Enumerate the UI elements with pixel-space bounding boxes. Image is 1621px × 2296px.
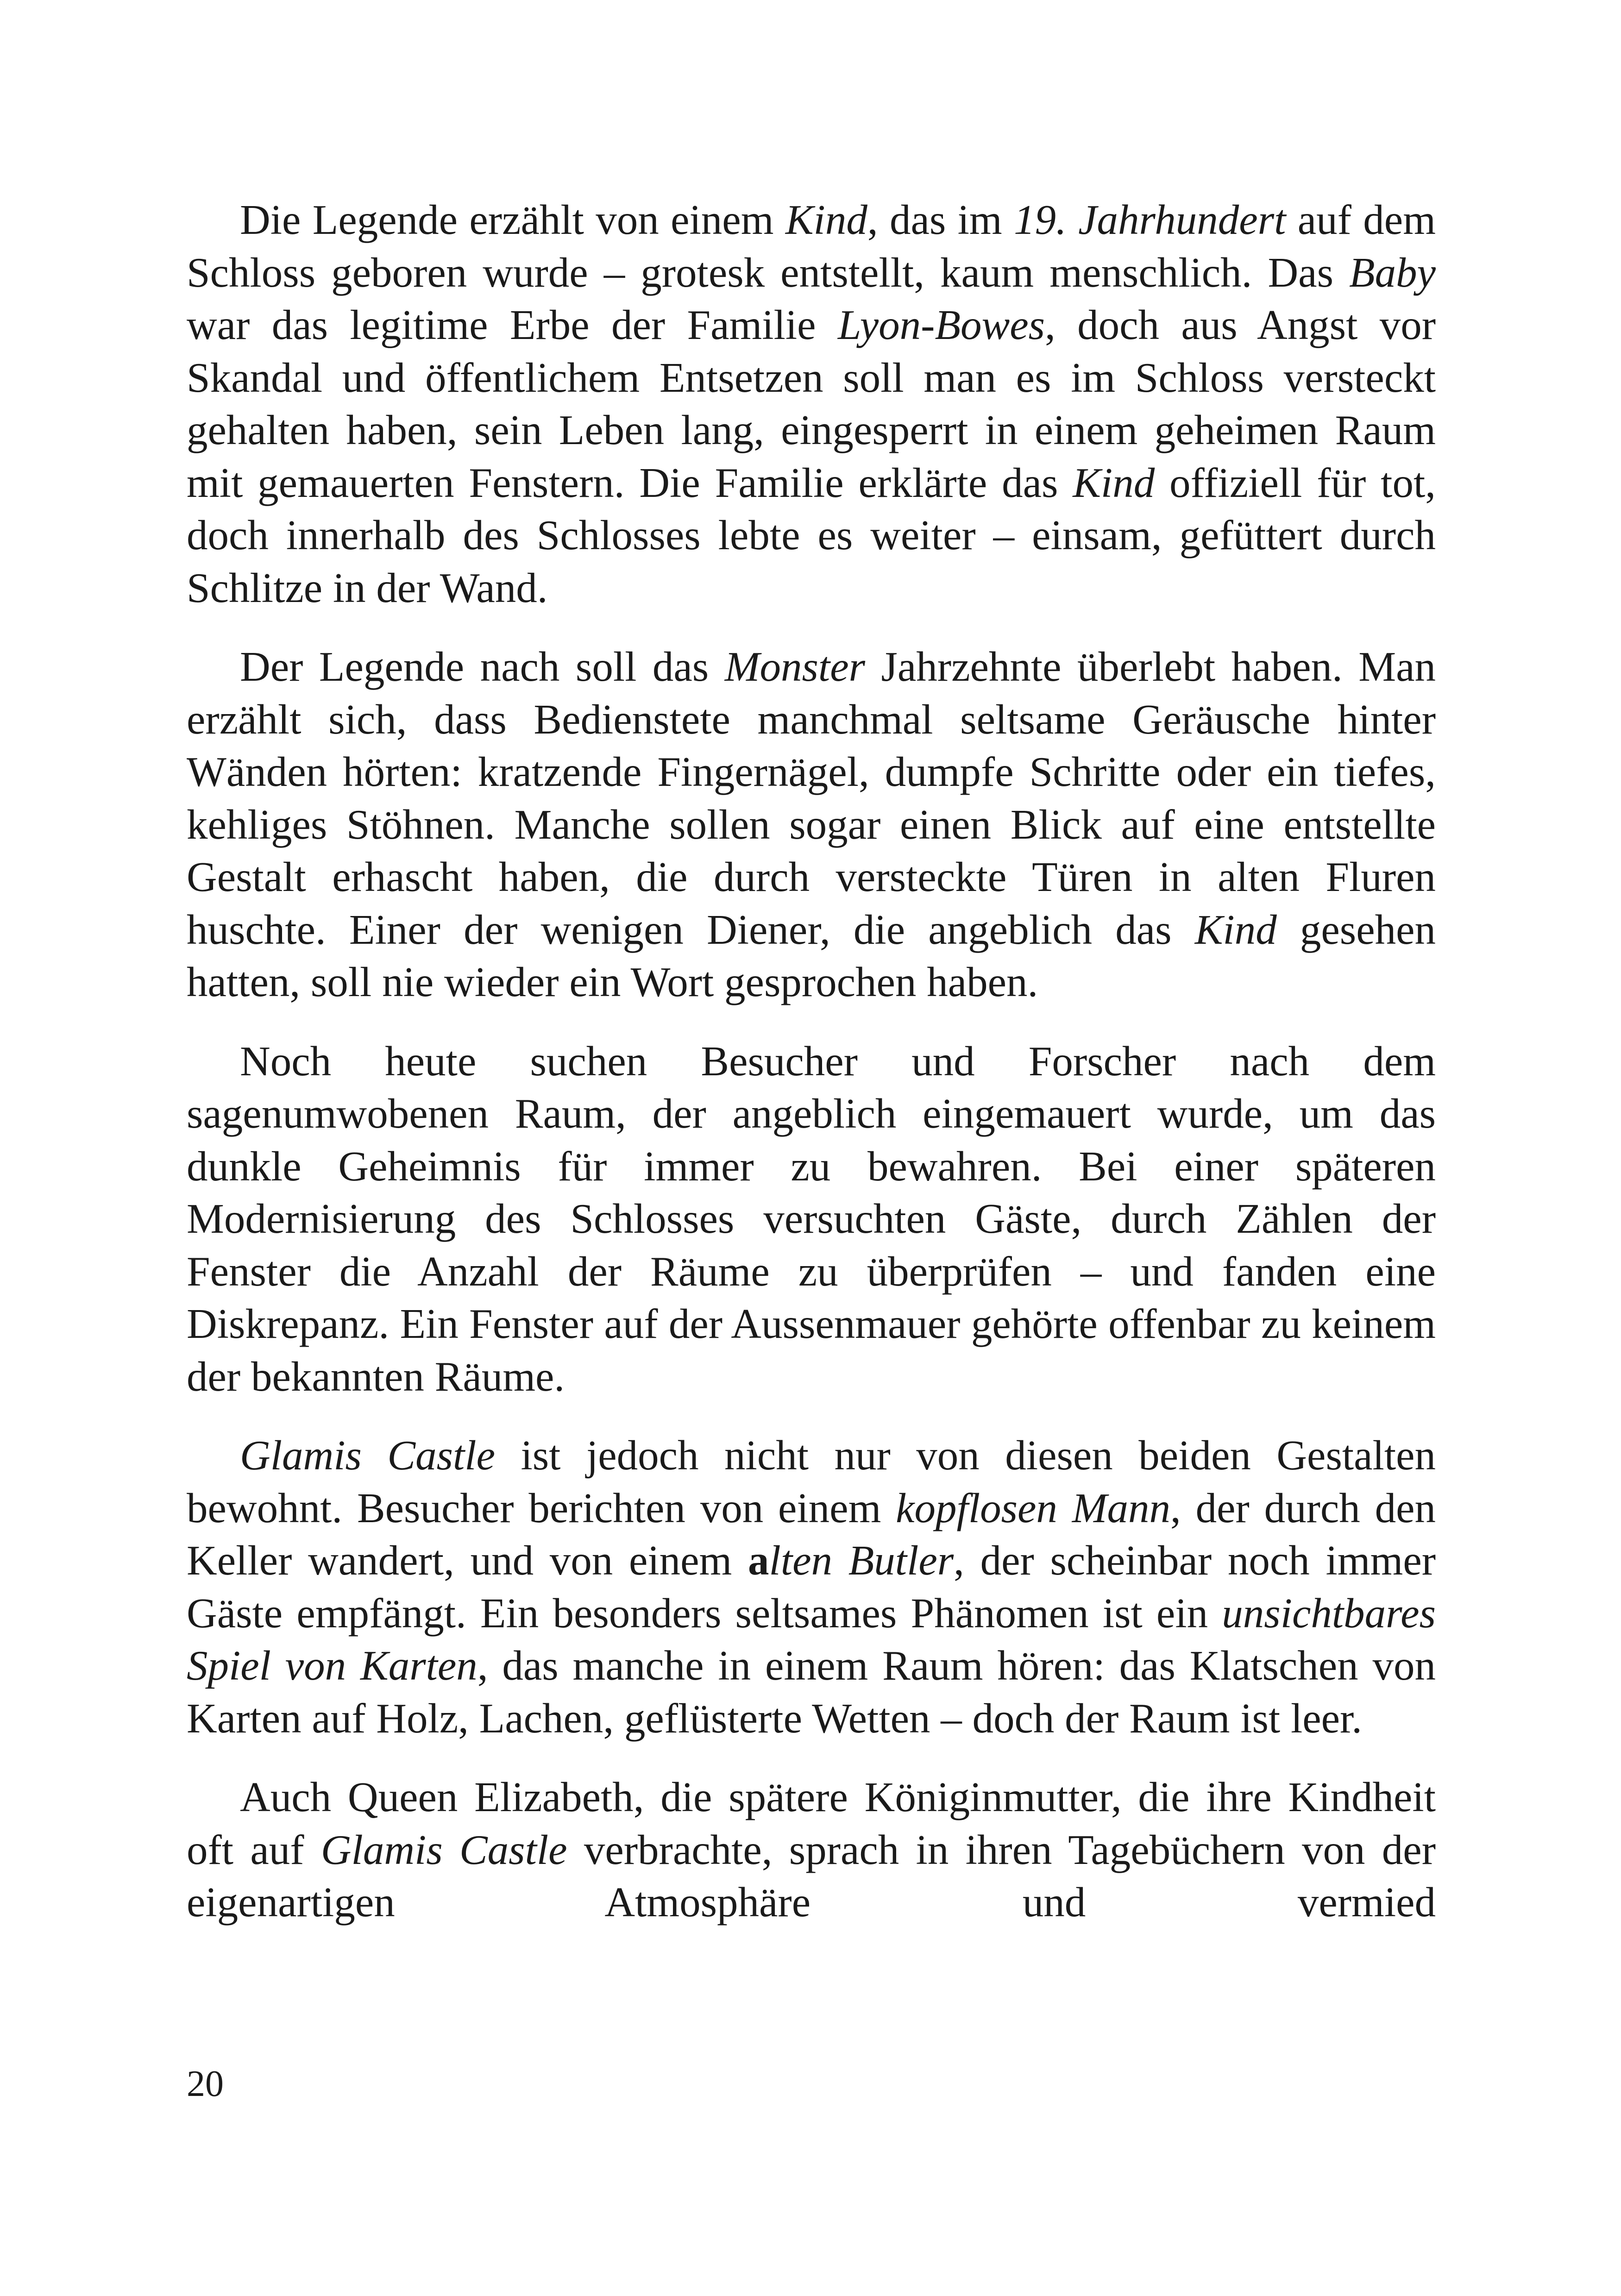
text-run: , das manche in einem Raum hören: das Klatschen von Karten auf Holz, Lachen, geflüsterte Wetten – doch der Raum ist leer.	[187, 1642, 1436, 1742]
text-run: offiziell für tot, doch innerhalb des Schlosses lebte es weiter – einsam, gefüttert durch Schlitze in der Wand.	[187, 459, 1436, 611]
paragraph	[187, 1429, 1436, 1744]
italic-phrase: Glamis Castle	[240, 1432, 495, 1479]
italic-phrase: Glamis Castle	[320, 1826, 567, 1873]
paragraph	[187, 1035, 1436, 1403]
text-run: , der durch den Keller wandert, und von einem	[187, 1484, 1436, 1584]
paragraph	[187, 194, 1436, 614]
text-run: ist jedoch nicht nur von diesen beiden Gestalten bewohnt. Besucher berichten von einem	[187, 1432, 1436, 1531]
italic-phrase: Monster	[724, 643, 865, 690]
text-run: war das legitime Erbe der Familie	[187, 301, 838, 348]
paragraph	[187, 1771, 1436, 1929]
text-run: gesehen hatten, soll nie wieder ein Wort gesprochen haben.	[187, 906, 1436, 1005]
text-run: auf dem Schloss geboren wurde – grotesk entstellt, kaum menschlich. Das	[187, 196, 1436, 296]
italic-phrase: Lyon-Bowes	[837, 301, 1045, 348]
italic-phrase: unsichtbares Spiel von Karten	[187, 1589, 1436, 1689]
text-run: verbrachte, sprach in ihren Tagebüchern von der eigenartigen Atmosphäre und vermied	[187, 1826, 1436, 1926]
text-run: Die Legende erzählt von einem	[240, 196, 785, 243]
body-text	[187, 194, 1436, 1929]
bold-letter: a	[748, 1537, 769, 1584]
italic-phrase: 19. Jahrhundert	[1014, 196, 1286, 243]
italic-phrase: kopflosen Mann	[896, 1484, 1171, 1531]
page-number: 20	[187, 2064, 224, 2104]
italic-phrase: Kind	[785, 196, 867, 243]
text-run: Jahrzehnte überlebt haben. Man erzählt sich, dass Bedienstete manchmal seltsame Geräusche hinter Wänden hörten: kratzende Fingernägel, dumpfe Schritte oder ein tiefes, kehliges Stöhnen. Manche sollen sogar einen Blick auf eine entstellte Gestalt erhascht haben, die durch versteckte Türen in alten Fluren huschte. Einer der wenigen Diener, die angeblich das	[187, 643, 1436, 953]
paragraph	[187, 640, 1436, 1009]
italic-phrase: Baby	[1349, 249, 1436, 296]
text-run: Noch heute suchen Besucher und Forscher nach dem sagenumwobenen Raum, der angeblich eingemauert wurde, um das dunkle Geheimnis für immer zu bewahren. Bei einer späteren Modernisierung des Schlosses versuchten Gäste, durch Zählen der Fenster die Anzahl der Räume zu überprüfen – und fanden eine Diskrepanz. Ein Fenster auf der Aussenmauer gehörte offenbar zu keinem der bekannten Räume.	[187, 1037, 1436, 1400]
text-run: Auch Queen Elizabeth, die spätere Königinmutter, die ihre Kindheit oft auf	[187, 1774, 1436, 1873]
italic-phrase: Kind	[1194, 906, 1277, 953]
italic-phrase: Kind	[1073, 459, 1155, 506]
text-run: Der Legende nach soll das	[240, 643, 725, 690]
text-run: , das im	[867, 196, 1014, 243]
italic-phrase: lten Butler	[769, 1537, 954, 1584]
text-run: , der scheinbar noch immer Gäste empfängt. Ein besonders seltsames Phänomen ist ein	[187, 1537, 1436, 1637]
text-run: , doch aus Angst vor Skandal und öffentlichem Entsetzen soll man es im Schloss versteckt gehalten haben, sein Leben lang, eingesperrt in einem geheimen Raum mit gemauerten Fenstern. Die Familie erklärte das	[187, 301, 1436, 506]
